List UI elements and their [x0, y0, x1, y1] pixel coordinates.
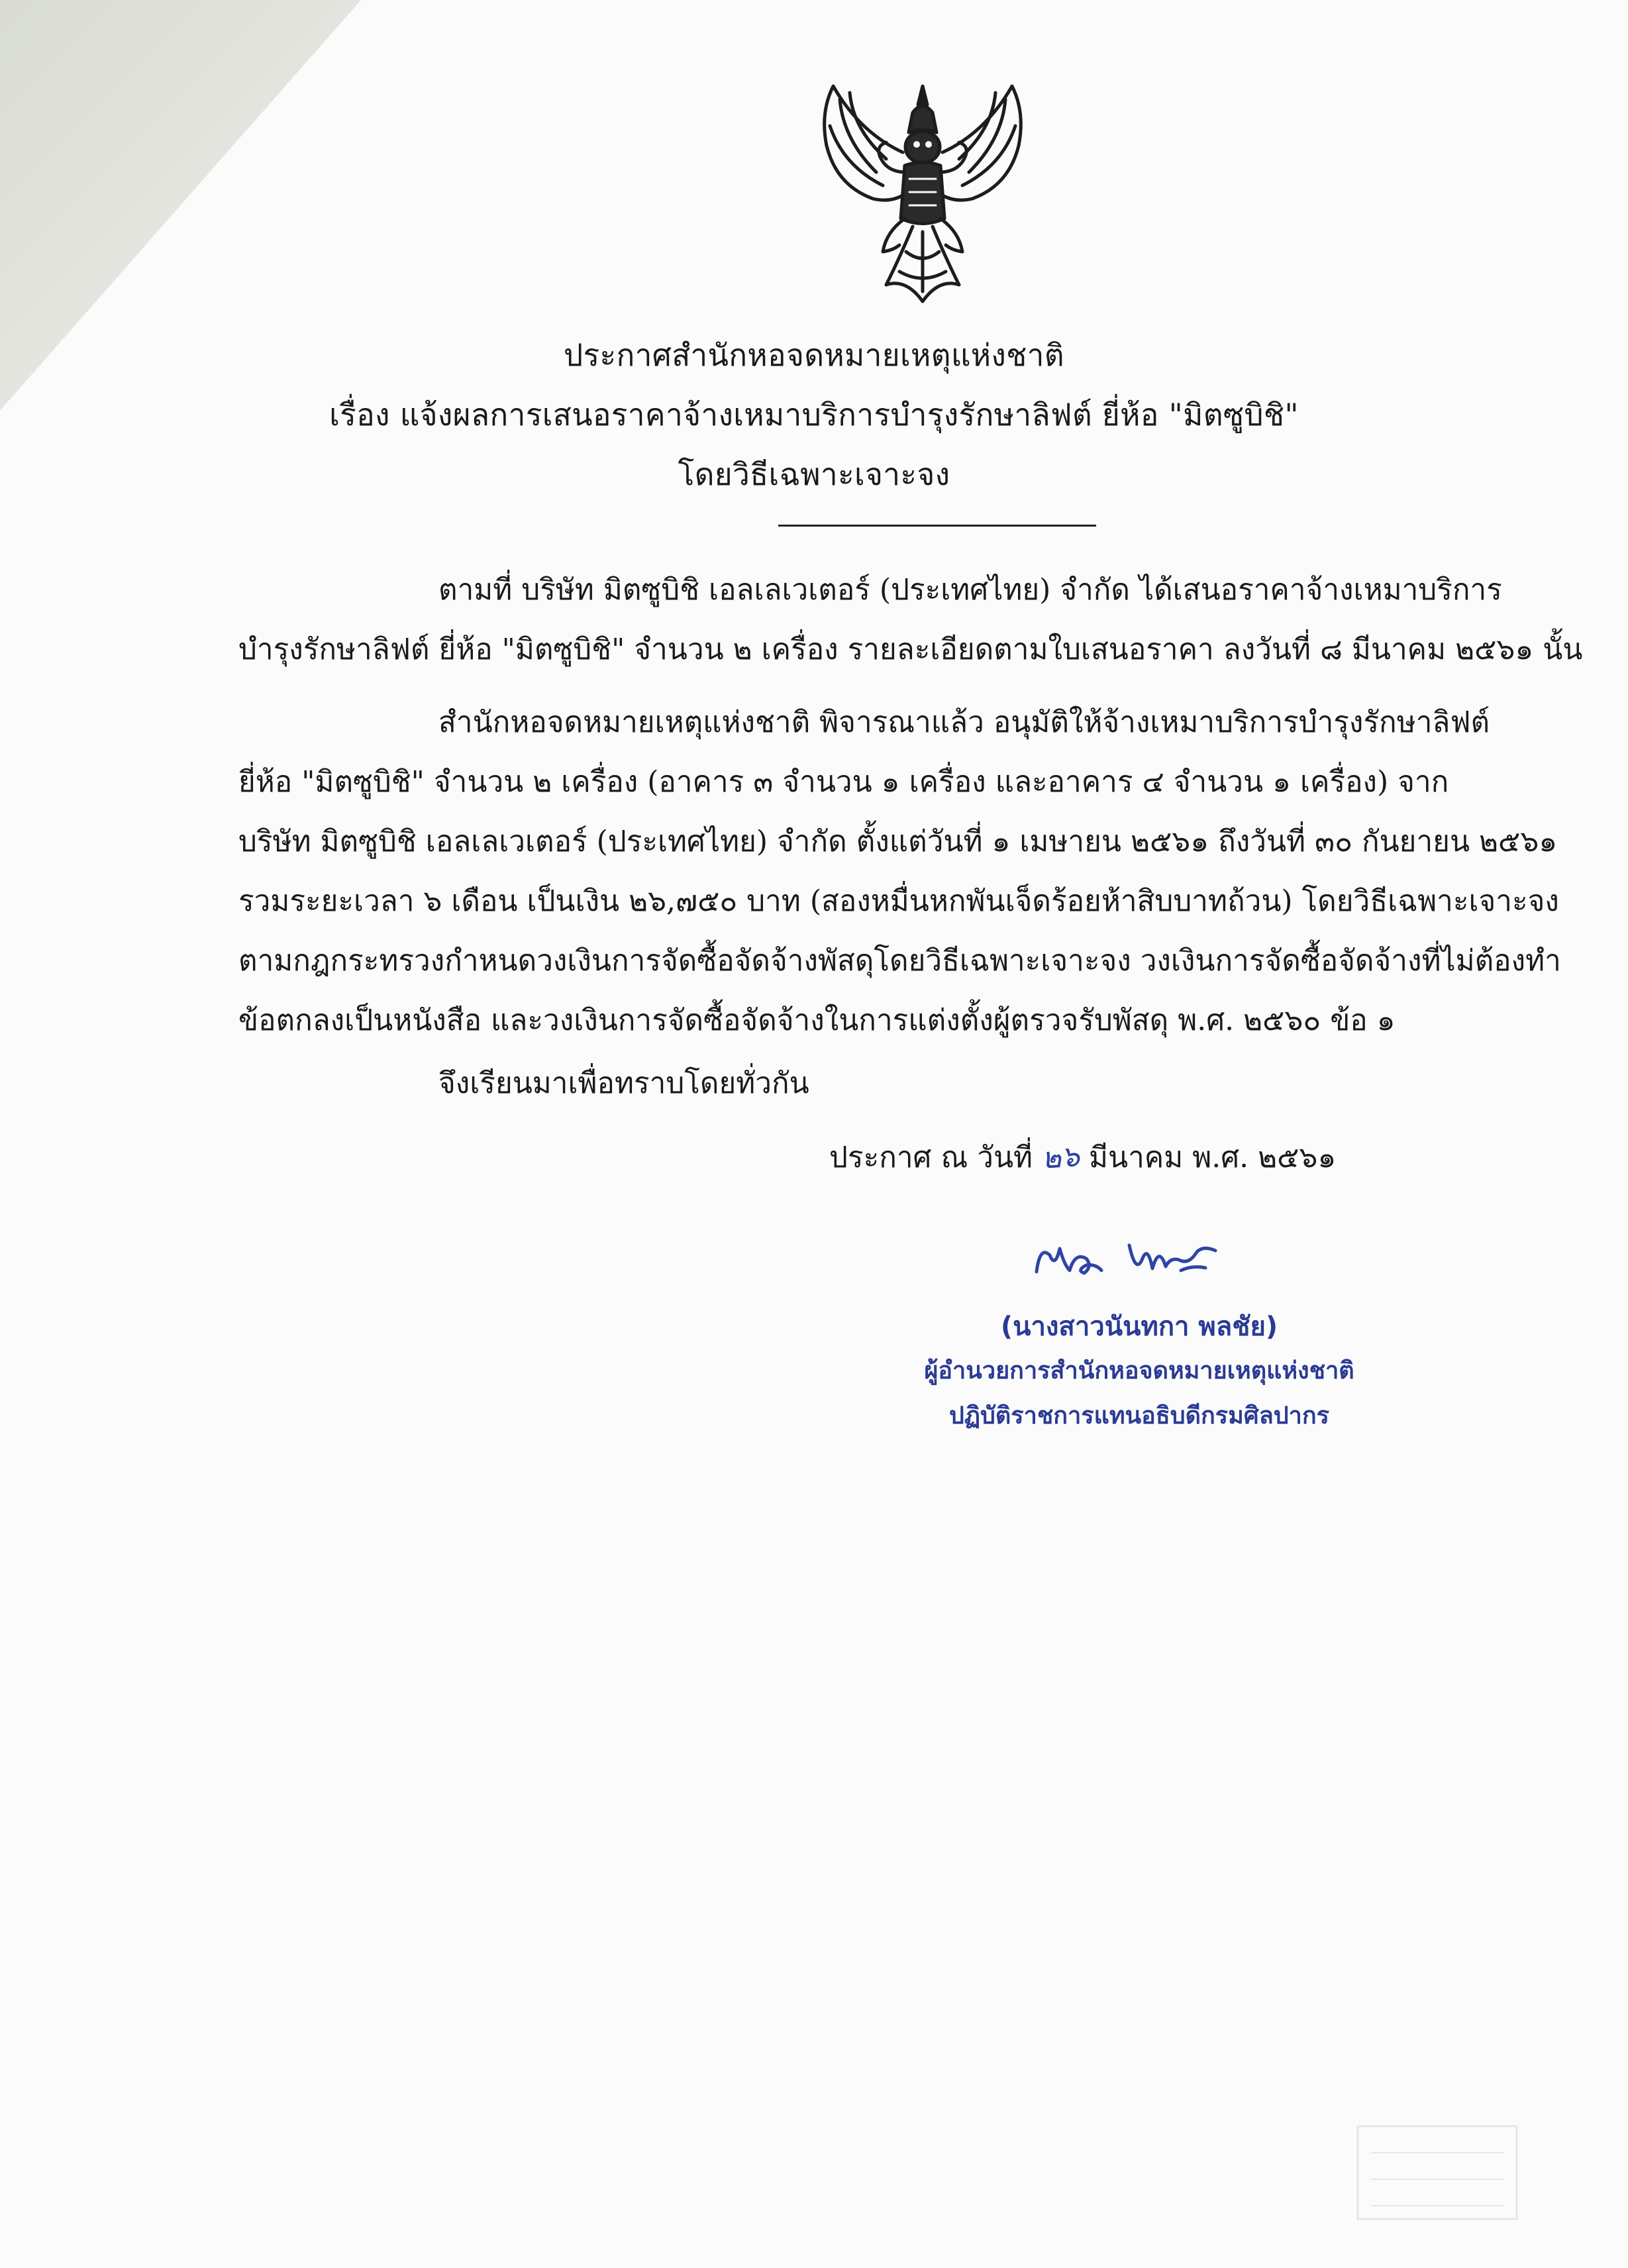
document-subject: เรื่อง แจ้งผลการเสนอราคาจ้างเหมาบริการบำรุงรักษาลิฟต์ ยี่ห้อ "มิตซูบิชิ": [329, 397, 1299, 433]
paragraph-1-line-1: ตามที่ บริษัท มิตซูบิชิ เอลเลเวเตอร์ (ประเทศไทย) จำกัด ได้เสนอราคาจ้างเหมาบริการ: [438, 573, 1502, 607]
garuda-emblem-icon: [813, 73, 1032, 311]
paragraph-2-line-3: บริษัท มิตซูบิชิ เอลเลเวเตอร์ (ประเทศไทย) จำกัด ตั้งแต่วันที่ ๑ เมษายน ๒๕๖๑ ถึงวันที่ ๓๐ กันยายน ๒๕๖๑: [238, 825, 1558, 858]
document-title: ประกาศสำนักหอจดหมายเหตุแห่งชาติ: [564, 337, 1064, 373]
announcement-date: [829, 1134, 1336, 1180]
document-method: โดยวิธีเฉพาะเจาะจง: [678, 456, 950, 492]
date-day-handwritten: ๒๖: [1041, 1139, 1081, 1176]
closing-sentence: จึงเรียนมาเพื่อทราบโดยทั่วกัน: [438, 1066, 809, 1100]
date-suffix: มีนาคม พ.ศ. ๒๕๖๑: [1089, 1141, 1337, 1174]
signatory-name: (นางสาวนันทกา พลชัย): [1000, 1312, 1278, 1342]
handwritten-signature: [1023, 1219, 1242, 1292]
paragraph-2-line-5: ตามกฎกระทรวงกำหนดวงเงินการจัดซื้อจัดจ้างพัสดุโดยวิธีเฉพาะเจาะจง วงเงินการจัดซื้อจัดจ้างที่ไม่ต้องทำ: [238, 944, 1561, 978]
signatory-title: ผู้อำนวยการสำนักหอจดหมายเหตุแห่งชาติ: [924, 1357, 1354, 1384]
date-prefix: ประกาศ ณ วันที่: [829, 1141, 1033, 1174]
paragraph-2-line-2: ยี่ห้อ "มิตซูบิชิ" จำนวน ๒ เครื่อง (อาคาร ๓ จำนวน ๑ เครื่อง และอาคาร ๔ จำนวน ๑ เครื่อง) จาก: [238, 765, 1449, 799]
paragraph-1-line-2: บำรุงรักษาลิฟต์ ยี่ห้อ "มิตซูบิชิ" จำนวน ๒ เครื่อง รายละเอียดตามใบเสนอราคา ลงวันที่ ๘ มีนาคม ๒๕๖๑ นั้น: [238, 633, 1583, 666]
faint-stamp-mark: [1345, 2113, 1530, 2232]
paragraph-2-line-6: ข้อตกลงเป็นหนังสือ และวงเงินการจัดซื้อจัดจ้างในการแต่งตั้งผู้ตรวจรับพัสดุ พ.ศ. ๒๕๖๐ ข้อ ๑: [238, 1004, 1396, 1037]
paragraph-2-line-1: สำนักหอจดหมายเหตุแห่งชาติ พิจารณาแล้ว อนุมัติให้จ้างเหมาบริการบำรุงรักษาลิฟต์: [438, 705, 1490, 739]
signatory-acting-title: ปฏิบัติราชการแทนอธิบดีกรมศิลปากร: [949, 1402, 1329, 1429]
title-divider: [778, 525, 1096, 527]
paragraph-2-line-4: รวมระยะเวลา ๖ เดือน เป็นเงิน ๒๖,๗๕๐ บาท (สองหมื่นหกพันเจ็ดร้อยห้าสิบบาทถ้วน) โดยวิธีเฉพาะเจาะจง: [238, 884, 1559, 918]
